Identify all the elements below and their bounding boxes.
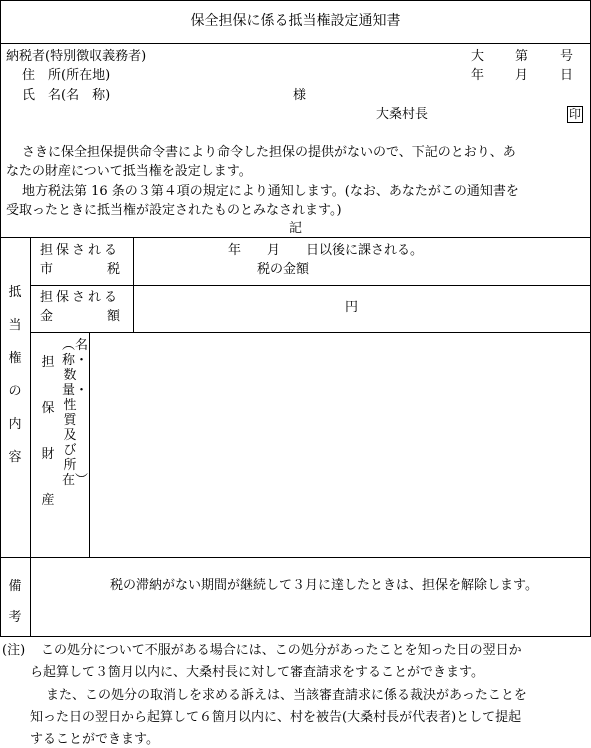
- paragraph1-line2: なたの財産について抵当権を設定します。: [6, 164, 252, 179]
- document-title: 保全担保に係る抵当権設定通知書: [190, 13, 401, 29]
- record-heading: 記: [288, 221, 302, 236]
- row2-bottom-line: [30, 332, 591, 333]
- section-label-mortgage-contents: 抵当権の内容: [8, 285, 22, 465]
- row1-label-line1: 担保される: [40, 243, 121, 258]
- date-year: 年: [471, 68, 485, 83]
- issuer-name: 大桑村長: [376, 107, 429, 122]
- honorific-sama: 様: [293, 88, 307, 103]
- name-label: 氏 名(名 称): [22, 88, 111, 103]
- paragraph2-line2: 受取ったときに抵当権が設定されたものとみなされます。): [6, 203, 342, 218]
- doc-number-dai: 第: [515, 49, 529, 64]
- date-month: 月: [515, 68, 529, 83]
- table-top-line: [0, 237, 591, 238]
- note-line5: することができます。: [30, 732, 159, 747]
- note-line4: 知った日の翌日から起算して６箇月以内に、村を被告(大桑村長が代表者)として提起: [30, 710, 522, 725]
- row2-label-kin: 金: [40, 309, 54, 324]
- doc-number-era: 大: [471, 49, 485, 64]
- row1-label-tax: 税: [107, 262, 121, 277]
- note-label: (注): [2, 643, 26, 658]
- date-day: 日: [560, 68, 574, 83]
- row1-bottom-line: [30, 285, 591, 286]
- note-line2: ら起算して３箇月以内に、大桑村長に対して審査請求をすることができます。: [30, 665, 484, 680]
- remarks-divider: [30, 557, 31, 637]
- row1-value-line1: 年 月 日以後に課される。: [228, 243, 424, 258]
- remarks-label: 備考: [8, 579, 22, 625]
- seal-mark: 印: [568, 107, 581, 121]
- taxpayer-label: 納税者(特別徴収義務者): [6, 49, 147, 64]
- row2-label-gaku: 額: [107, 309, 121, 324]
- note-line3: また、この処分の取消しを求める訴えは、当該審査請求に係る裁決があったことを: [46, 688, 527, 703]
- paragraph1-line1: さきに保全担保提供命令書により命令した担保の提供がないので、下記のとおり、あ: [22, 145, 516, 160]
- remarks-top-line: [0, 557, 591, 558]
- address-label: 住 所(所在地): [22, 68, 111, 83]
- row1-label-city: 市: [40, 262, 54, 277]
- collateral-label-divider: [89, 332, 90, 557]
- remarks-text: 税の滞納がない期間が継続して３月に達したときは、担保を解除します。: [110, 578, 538, 593]
- row3-label-collateral: 担保財産: [41, 355, 55, 508]
- row1-value-line2: 税の金額: [257, 262, 310, 277]
- row3-label-description: ︵名称・数量・性質及び所在︶: [62, 338, 89, 488]
- paragraph2-line1: 地方税法第 16 条の３第４項の規定により通知します。(なお、あなたがこの通知書を: [22, 184, 519, 199]
- row2-label-line1: 担保される: [40, 290, 121, 305]
- doc-number-go: 号: [560, 49, 574, 64]
- row2-value-yen: 円: [345, 300, 359, 315]
- note-line1: この処分について不服がある場合には、この処分があったことを知った日の翌日か: [41, 643, 522, 658]
